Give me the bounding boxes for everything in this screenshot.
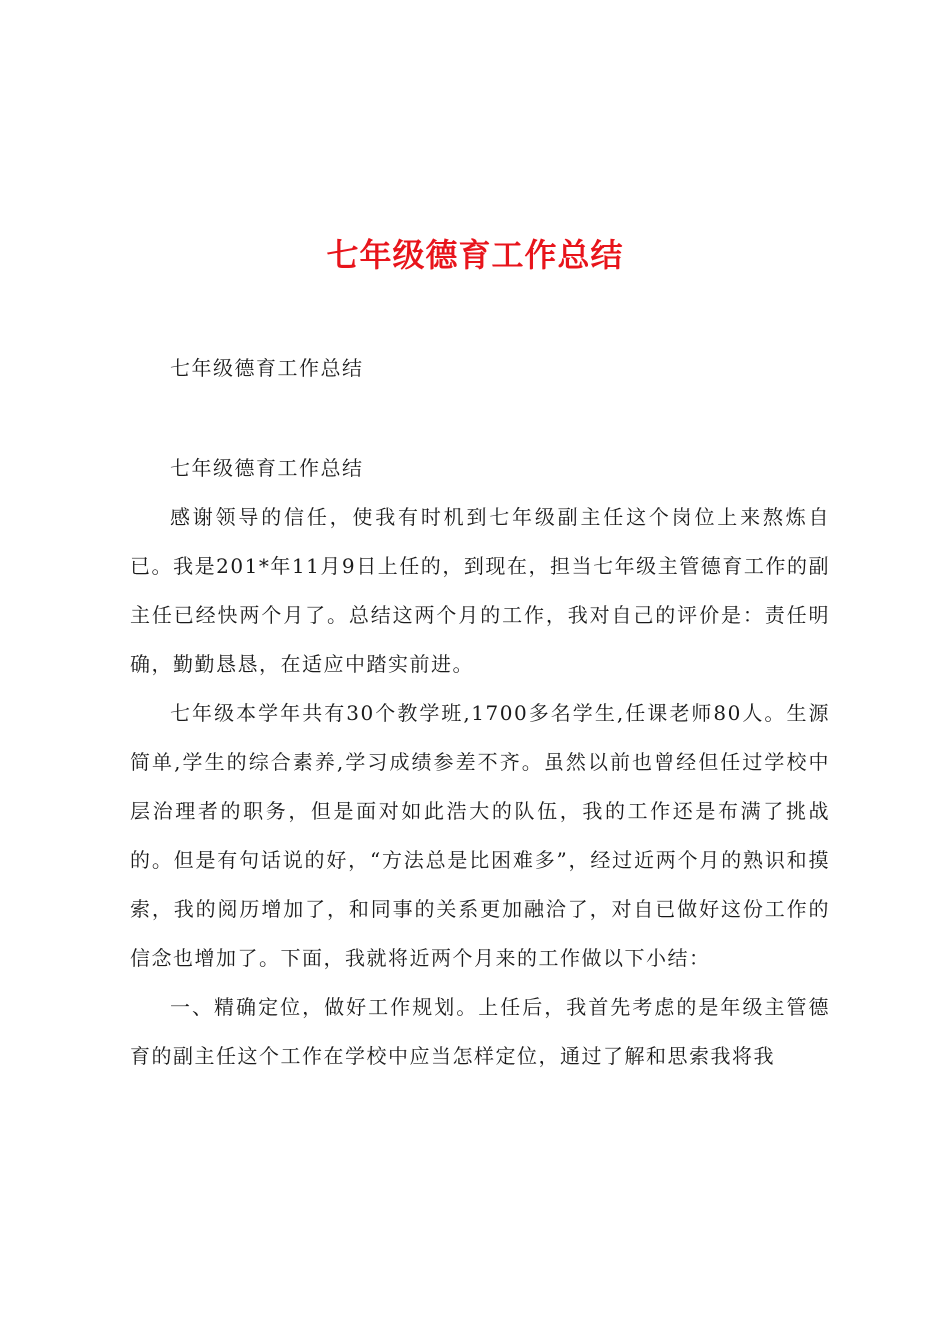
document-body — [130, 344, 830, 1081]
document-title: 七年级德育工作总结 — [326, 236, 624, 275]
paragraph: 一、精确定位，做好工作规划。上任后，我首先考虑的是年级主管德育的副主任这个工作在学校中应当怎样定位，通过了解和思索我将我 — [130, 995, 830, 1068]
section-heading: 七年级德育工作总结 — [170, 456, 364, 480]
document-subtitle: 七年级德育工作总结 — [170, 356, 364, 380]
paragraph: 感谢领导的信任，使我有时机到七年级副主任这个岗位上来熬炼自已。我是201*年11月9日上任的，到现在，担当七年级主管德育工作的副主任已经快两个月了。总结这两个月的工作，我对自己的评价是：责任明确，勤勤恳恳，在适应中踏实前进。 — [130, 505, 830, 676]
section-gap — [130, 393, 830, 444]
paragraph: 七年级本学年共有30个教学班,1700多名学生,任课老师80人。生源简单,学生的综合素养,学习成绩参差不齐。虽然以前也曾经但任过学校中层治理者的职务，但是面对如此浩大的队伍，我的工作还是布满了挑战的。但是有句话说的好，“方法总是比困难多”，经过近两个月的熟识和摸索，我的阅历增加了，和同事的关系更加融洽了，对自已做好这份工作的信念也增加了。下面，我就将近两个月来的工作做以下小结： — [130, 701, 830, 970]
